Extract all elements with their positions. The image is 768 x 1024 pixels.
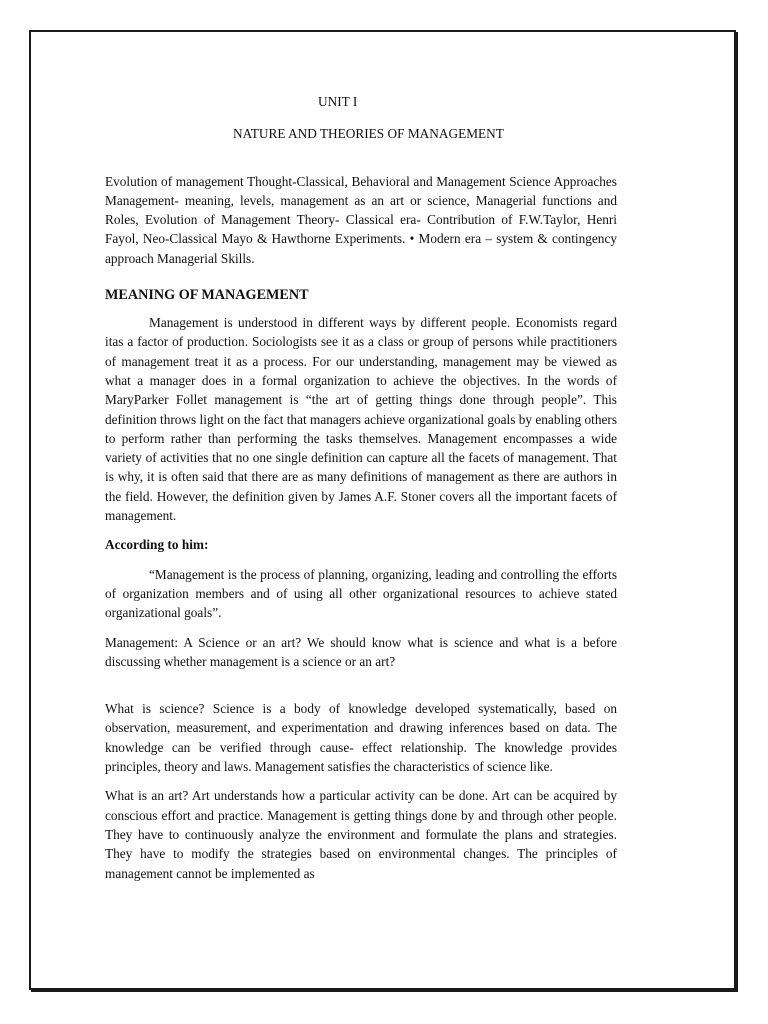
meaning-paragraph: Management is understood in different ways by different people. Economists regard itas a factor of production. Sociologists see it as a class or group of persons while practitioners of management treat it as a process. For our understanding, management may be viewed as what a manager does in a formal organization to achieve the objectives. In the words of MaryParker Follet management is “the art of getting things done through people”. This definition throws light on the fact that managers achieve organizational goals by enabling others to perform rather than performing the tasks themselves. Management encompasses a wide variety of activities that no one single definition can capture all the facets of management. That is why, it is often said that there are as many definitions of management as there are authors in the field. However, the definition given by James A.F. Stoner covers all the important facets of management. (105, 315, 617, 524)
meaning-heading: MEANING OF MANAGEMENT (105, 287, 309, 304)
unit-title: NATURE AND THEORIES OF MANAGEMENT (233, 126, 504, 142)
what-is-art-paragraph: What is an art? Art understands how a particular activity can be done. Art can be acquired by conscious effort and practice. Management is getting things done by and through other people. They have to continuously analyze the environment and formulate the plans and strategies. They have to modify the strategies based on environmental changes. The principles of management cannot be implemented as (105, 788, 617, 881)
what-is-science-paragraph: What is science? Science is a body of knowledge developed systematically, based on observation, measurement, and experimentation and drawing inferences based on data. The knowledge can be verified through cause- effect relationship. The knowledge provides principles, theory and laws. Management satisfies the characteristics of science like. (105, 701, 617, 775)
document-page (105, 92, 617, 883)
syllabus-paragraph: Evolution of management Thought-Classical, Behavioral and Management Science Approaches Management- meaning, levels, management as an art or science, Managerial functions and Roles, Evolution of Management Theory- Classical era- Contribution of F.W.Taylor, Henri Fayol, Neo-Classical Mayo & Hawthorne Experiments. • Modern era – system & contingency approach Managerial Skills. (105, 173, 617, 266)
stoner-quote: “Management is the process of planning, organizing, leading and controlling the efforts of organization members and of using all other organizational resources to achieve stated organizational goals”. (105, 566, 617, 621)
according-heading: According to him: (105, 537, 209, 553)
science-or-art-paragraph: Management: A Science or an art? We should know what is science and what is a before discussing whether management is a science or an art? (105, 634, 617, 669)
unit-label: UNIT I (318, 94, 358, 109)
